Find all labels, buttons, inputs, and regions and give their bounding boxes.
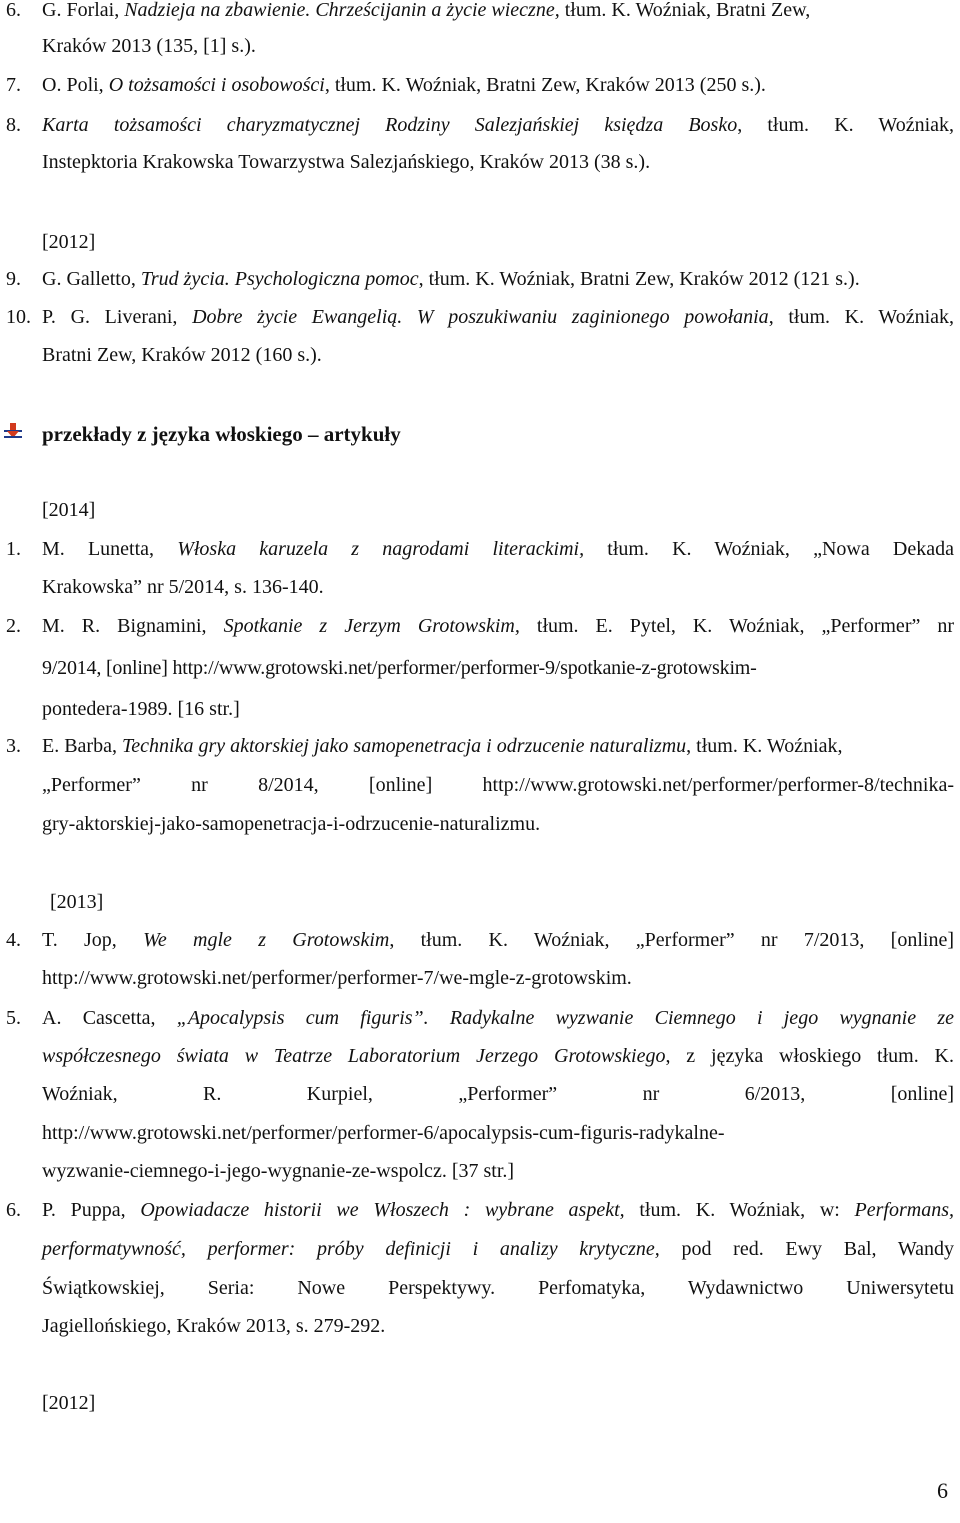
bibliography-entry <box>42 305 954 329</box>
entry-author: A. Cascetta, <box>42 1007 177 1029</box>
arrow-bullet-icon <box>4 423 22 439</box>
year-header: [2013] <box>50 891 104 913</box>
year-header: [2012] <box>42 1392 96 1414</box>
page-number: 6 <box>937 1478 948 1503</box>
entry-author: T. Jop, <box>42 929 144 951</box>
entry-title: Nadzieja na zbawienie. Chrześcijanin a życie wieczne, <box>124 0 560 21</box>
entry-continuation: Świątkowskiej, Seria: Nowe Perspektywy. Perfomatyka, Wydawnictwo Uniwersytetu <box>42 1277 954 1299</box>
entry-continuation <box>42 1044 954 1068</box>
entry-continuation: Krakowska” nr 5/2014, s. 136-140. <box>42 576 324 598</box>
entry-continuation: wyzwanie-ciemnego-i-jego-wygnanie-ze-wspolcz. [37 str.] <box>42 1160 515 1182</box>
list-number: 8. <box>6 114 21 136</box>
list-number: 2. <box>6 615 21 637</box>
list-number: 7. <box>6 74 21 96</box>
bibliography-entry <box>42 113 954 137</box>
list-number: 1. <box>6 538 21 560</box>
entry-continuation: Bratni Zew, Kraków 2012 (160 s.). <box>42 344 322 366</box>
entry-title: „Apocalypsis cum figuris”. Radykalne wyzwanie Ciemnego i jego wygnanie ze <box>176 1007 955 1029</box>
entry-continuation <box>42 1237 954 1261</box>
entry-author: M. R. Bignamini, <box>42 615 224 637</box>
entry-author: G. Forlai, <box>42 0 125 21</box>
bibliography-entry <box>42 928 954 952</box>
bibliography-entry <box>42 267 860 291</box>
bibliography-entry <box>42 73 766 97</box>
entry-url[interactable]: „Performer” nr 8/2014, [online] http://www.grotowski.net/performer/performer-8/technika- <box>42 774 954 796</box>
entry-title: performatywność, performer: próby definicji i analizy krytyczne, <box>42 1238 660 1260</box>
entry-author: P. G. Liverani, <box>42 306 193 328</box>
entry-title: Performans, <box>854 1199 954 1221</box>
entry-details: , tłum. K. Woźniak, „Performer” nr 7/2013, [online] <box>389 929 954 951</box>
entry-author: P. Puppa, <box>42 1199 141 1221</box>
entry-details: tłum. K. Woźniak, w: <box>624 1199 855 1221</box>
year-header: [2014] <box>42 499 96 521</box>
entry-details: , tłum. K. Woźniak, Bratni Zew, Kraków 2013 (250 s.). <box>324 74 766 96</box>
list-number: 6. <box>6 0 21 21</box>
entry-continuation: pontedera-1989. [16 str.] <box>42 698 240 720</box>
list-number: 6. <box>6 1199 21 1221</box>
year-header: [2012] <box>42 231 96 253</box>
entry-continuation: Woźniak, R. Kurpiel, „Performer” nr 6/2013, [online] <box>42 1083 954 1105</box>
entry-author: M. Lunetta, <box>42 538 178 560</box>
list-number: 5. <box>6 1007 21 1029</box>
entry-details: , z języka włoskiego tłum. K. <box>665 1045 954 1067</box>
entry-details: , tłum. K. Woźniak, Bratni Zew, Kraków 2012 (121 s.). <box>418 268 860 290</box>
entry-title: Opowiadacze historii we Włoszech : wybrane aspekt, <box>140 1199 625 1221</box>
bibliography-entry <box>42 537 954 561</box>
entry-url[interactable]: http://www.grotowski.net/performer/performer-7/we-mgle-z-grotowskim. <box>42 967 632 989</box>
entry-author: E. Barba, <box>42 735 122 757</box>
list-number: 10. <box>6 306 31 328</box>
bibliography-entry <box>42 1006 954 1030</box>
entry-details: , tłum. K. Woźniak, <box>686 735 843 757</box>
entry-title: Karta tożsamości charyzmatycznej Rodziny Salezjańskiej księdza Bosko <box>42 114 738 136</box>
entry-author: O. Poli, <box>42 74 109 96</box>
section-title: przekłady z języka włoskiego – artykuły <box>42 422 401 446</box>
entry-details: tłum. K. Woźniak, „Nowa Dekada <box>584 538 954 560</box>
entry-title: Dobre życie Ewangelią. W poszukiwaniu zaginionego powołania <box>192 306 769 328</box>
entry-details: , tłum. K. Woźniak, <box>768 306 954 328</box>
entry-continuation: Kraków 2013 (135, [1] s.). <box>42 35 256 57</box>
entry-title: Technika gry aktorskiej jako samopenetracja i odrzucenie naturalizmu <box>121 735 687 757</box>
entry-url[interactable]: http://www.grotowski.net/performer/performer-6/apocalypsis-cum-figuris-radykalne- <box>42 1122 725 1144</box>
entry-details: pod red. Ewy Bal, Wandy <box>659 1238 954 1260</box>
entry-continuation: gry-aktorskiej-jako-samopenetracja-i-odrzucenie-naturalizmu. <box>42 813 541 835</box>
list-number: 4. <box>6 929 21 951</box>
entry-title: Trud życia. Psychologiczna pomoc <box>140 268 419 290</box>
entry-title: O tożsamości i osobowości <box>108 74 325 96</box>
bibliography-entry <box>42 0 954 22</box>
bibliography-entry <box>42 734 954 758</box>
entry-title: We mgle z Grotowskim <box>143 929 390 951</box>
bibliography-entry <box>42 614 954 638</box>
entry-details: , tłum. K. Woźniak, <box>737 114 954 136</box>
list-number: 9. <box>6 268 21 290</box>
entry-details: tłum. E. Pytel, K. Woźniak, „Performer” nr <box>519 615 955 637</box>
entry-continuation: Jagiellońskiego, Kraków 2013, s. 279-292. <box>42 1315 386 1337</box>
list-number: 3. <box>6 735 21 757</box>
entry-details: tłum. K. Woźniak, Bratni Zew, <box>559 0 811 21</box>
entry-title: współczesnego świata w Teatrze Laboratorium Jerzego Grotowskiego <box>42 1045 666 1067</box>
entry-url[interactable]: 9/2014, [online] http://www.grotowski.net/performer/performer-9/spotkanie-z-grotowskim- <box>42 657 757 679</box>
entry-author: G. Galletto, <box>42 268 141 290</box>
bibliography-entry <box>42 1198 954 1222</box>
entry-continuation: Instepktoria Krakowska Towarzystwa Salezjańskiego, Kraków 2013 (38 s.). <box>42 151 651 173</box>
entry-title: Włoska karuzela z nagrodami literackimi, <box>177 538 585 560</box>
entry-title: Spotkanie z Jerzym Grotowskim, <box>223 615 520 637</box>
